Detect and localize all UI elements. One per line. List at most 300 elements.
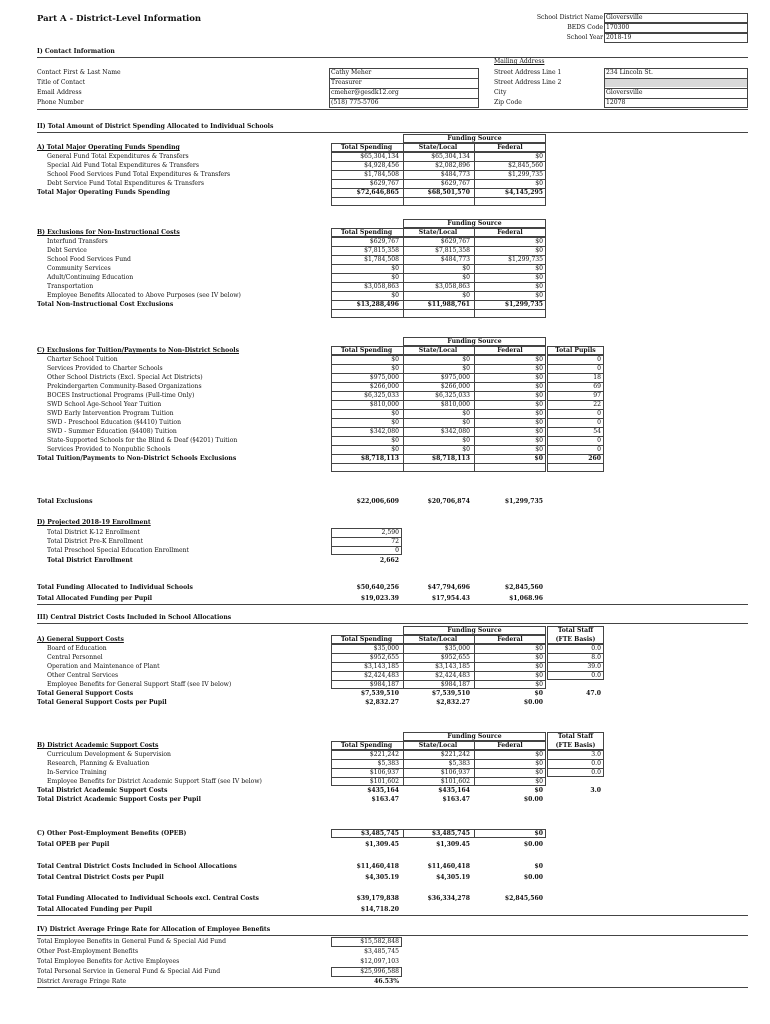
staff-header-top: Total Staff	[557, 733, 594, 740]
total-spending-value: $435,164	[367, 787, 399, 794]
total-spending-value: $3,143,185	[364, 663, 399, 670]
section-heading: II) Total Amount of District Spending Allocated to Individual Schools	[37, 123, 274, 130]
total-spending-value: $35,000	[373, 645, 399, 652]
state-local-value: $0	[462, 265, 470, 272]
federal-value: $0	[535, 180, 543, 187]
federal-value: $2,845,560	[508, 162, 543, 169]
row-label: Interfund Transfers	[47, 238, 108, 245]
row-label: Services Provided to Nonpublic Schools	[47, 446, 171, 453]
staff-fte-value: 3.0	[591, 751, 601, 758]
row-label: Other School Districts (Excl. Special Act Districts)	[47, 374, 203, 381]
state-local-value: $35,000	[444, 645, 470, 652]
fringe-box-2	[331, 967, 402, 977]
state-local-value: $47,794,696	[427, 584, 470, 591]
enrollment-value: 72	[391, 538, 399, 545]
column-divider	[474, 228, 475, 237]
header-field-label: School Year	[566, 34, 603, 41]
col-total-spending: Total Spending	[340, 742, 393, 749]
state-local-value: $629,767	[440, 180, 470, 187]
federal-value: $0	[535, 238, 543, 245]
total-spending-value: $163.47	[371, 796, 399, 803]
state-local-value: $0	[462, 356, 470, 363]
enrollment-label: Total District K-12 Enrollment	[47, 529, 140, 536]
state-local-value: $65,304,134	[431, 153, 470, 160]
mailing-value: 234 Lincoln St.	[606, 69, 653, 76]
mailing-label: Street Address Line 1	[494, 69, 562, 76]
staff-header-bottom: (FTE Basis)	[555, 742, 596, 749]
federal-value: $0	[534, 455, 543, 462]
total-spending-value: $0	[391, 419, 399, 426]
row-label: Operation and Maintenance of Plant	[47, 663, 160, 670]
funding-source-label: Funding Source	[447, 220, 502, 227]
federal-value: $0	[535, 672, 543, 679]
state-local-value: $17,954.43	[431, 595, 470, 602]
rule-line	[604, 98, 748, 99]
mailing-label: Zip Code	[494, 99, 522, 106]
col-federal: Federal	[497, 144, 523, 151]
federal-value: $4,145,295	[504, 189, 543, 196]
total-spending-value: $629,767	[369, 238, 399, 245]
state-local-value: $484,773	[440, 171, 470, 178]
federal-value: $2,845,560	[504, 895, 543, 902]
federal-value: $0	[535, 778, 543, 785]
state-local-value: $0	[462, 446, 470, 453]
mailing-label: Street Address Line 2	[494, 79, 562, 86]
row-label: School Food Services Fund	[47, 256, 131, 263]
total-spending-value: $4,305.19	[365, 874, 399, 881]
row-label: Employee Benefits for General Support Staff (see IV below)	[47, 681, 232, 688]
federal-value: $0	[535, 283, 543, 290]
row-label: Adult/Continuing Education	[47, 274, 134, 281]
total-spending-value: $2,424,483	[364, 672, 399, 679]
rule-line	[37, 623, 748, 624]
row-label: Special Aid Fund Total Expenditures & Transfers	[47, 162, 199, 169]
total-spending-value: $13,288,496	[356, 301, 399, 308]
mailing-value: Gloversville	[606, 89, 643, 96]
subsection-title: C) Exclusions for Tuition/Payments to Non-District Schools	[37, 347, 240, 354]
state-local-value: $5,383	[448, 760, 470, 767]
row-label: SWD - Summer Education (§4408) Tuition	[47, 428, 177, 435]
row-label: Charter School Tuition	[47, 356, 118, 363]
federal-value: $0	[535, 419, 543, 426]
mailing-label: City	[494, 89, 507, 96]
federal-value: $0	[535, 274, 543, 281]
enrollment-label: Total District Pre-K Enrollment	[47, 538, 144, 545]
row-label: Total Allocated Funding per Pupil	[37, 595, 153, 602]
column-divider	[474, 346, 475, 355]
federal-value: $0	[535, 654, 543, 661]
total-spending-value: $22,006,609	[356, 498, 399, 505]
fringe-value: 46.53%	[374, 978, 399, 985]
contact-label: Phone Number	[37, 99, 84, 106]
total-spending-value: $629,767	[369, 180, 399, 187]
mailing-address-heading: Mailing Address	[494, 58, 545, 65]
state-local-value: $36,334,278	[427, 895, 470, 902]
row-label: Central Personnel	[47, 654, 103, 661]
federal-value: $1,299,735	[504, 301, 543, 308]
state-local-value: $68,501,570	[427, 189, 470, 196]
total-spending-value: $342,080	[369, 428, 399, 435]
total-spending-value: $221,242	[369, 751, 399, 758]
rule-line	[331, 463, 546, 464]
state-local-value: $2,832.27	[436, 699, 470, 706]
row-label: SWD - Preschool Education (§4410) Tuition	[47, 419, 181, 426]
total-pupils-value: 0	[597, 437, 601, 444]
federal-value: $0	[535, 265, 543, 272]
rule-line	[37, 109, 748, 110]
row-label: Total Exclusions	[37, 498, 93, 505]
column-divider	[474, 741, 475, 750]
row-label: School Food Services Fund Total Expenditures & Transfers	[47, 171, 231, 178]
row-label: BOCES Instructional Programs (Full-time Only)	[47, 392, 195, 399]
total-spending-value: $65,304,134	[360, 153, 399, 160]
column-divider	[474, 143, 475, 152]
total-spending-value: $0	[391, 292, 399, 299]
col-total-spending: Total Spending	[340, 347, 393, 354]
staff-fte-value: 39.0	[587, 663, 601, 670]
total-spending-value: $50,640,256	[356, 584, 399, 591]
federal-value: $1,299,735	[508, 171, 543, 178]
fringe-label: Total Personal Service in General Fund & Special Aid Fund	[37, 968, 221, 975]
total-pupils-value: 54	[593, 428, 601, 435]
total-spending-value: $72,646,865	[356, 189, 399, 196]
fringe-label: Other Post-Employment Benefits	[37, 948, 139, 955]
row-label: Total General Support Costs	[37, 690, 134, 697]
row-label: Total General Support Costs per Pupil	[37, 699, 167, 706]
subsection-title: A) Total Major Operating Funds Spending	[37, 144, 180, 151]
rule-line	[331, 197, 546, 198]
federal-value: $0	[535, 392, 543, 399]
row-label: Research, Planning & Evaluation	[47, 760, 150, 767]
subsection-title: A) General Support Costs	[37, 636, 124, 643]
federal-value: $0	[535, 428, 543, 435]
state-local-value: $0	[462, 274, 470, 281]
section-heading: I) Contact Information	[37, 48, 115, 55]
federal-value: $0	[535, 663, 543, 670]
enrollment-value: 2,590	[381, 529, 399, 536]
federal-value: $1,299,735	[504, 498, 543, 505]
federal-value: $2,845,560	[504, 584, 543, 591]
total-spending-value: $1,784,508	[364, 256, 399, 263]
contact-value: (518) 775-5706	[331, 99, 379, 106]
federal-value: $0	[535, 446, 543, 453]
staff-fte-value: 0.0	[591, 672, 601, 679]
staff-fte-value: 0.0	[591, 645, 601, 652]
row-label: Services Provided to Charter Schools	[47, 365, 163, 372]
federal-value: $0	[535, 356, 543, 363]
fringe-value: $3,485,745	[364, 948, 399, 955]
staff-fte-value	[547, 680, 601, 689]
row-label: SWD School Age-School Year Tuition	[47, 401, 162, 408]
row-label: Total District Academic Support Costs per Pupil	[37, 796, 201, 803]
state-local-value: $8,718,113	[431, 455, 470, 462]
state-local-value: $106,937	[440, 769, 470, 776]
col-total-spending: Total Spending	[340, 636, 393, 643]
row-label: Community Services	[47, 265, 111, 272]
row-label: Debt Service	[47, 247, 87, 254]
total-spending-value: $39,179,838	[356, 895, 399, 902]
total-spending-value: $952,655	[369, 654, 399, 661]
subsection-title: D) Projected 2018-19 Enrollment	[37, 519, 151, 526]
total-spending-value: $0	[391, 446, 399, 453]
state-local-value: $101,602	[440, 778, 470, 785]
row-label: Total District Academic Support Costs	[37, 787, 168, 794]
rule-line	[331, 309, 546, 310]
total-pupils-value: 0	[597, 365, 601, 372]
column-divider	[403, 143, 404, 152]
section-heading: IV) District Average Fringe Rate for Allocation of Employee Benefits	[37, 926, 271, 933]
state-local-value: $7,815,358	[435, 247, 470, 254]
state-local-value: $7,539,510	[431, 690, 470, 697]
row-label: Other Central Services	[47, 672, 119, 679]
state-local-value: $4,305.19	[436, 874, 470, 881]
state-local-value: $952,655	[440, 654, 470, 661]
total-spending-value: $0	[391, 274, 399, 281]
column-divider	[403, 228, 404, 237]
section-heading: III) Central District Costs Included in School Allocations	[37, 614, 232, 621]
total-pupils-value: 69	[593, 383, 601, 390]
state-local-value: $342,080	[440, 428, 470, 435]
rule-line	[547, 463, 604, 464]
total-pupils-value: 0	[597, 446, 601, 453]
rule-line	[37, 132, 748, 133]
state-local-value: $975,000	[440, 374, 470, 381]
rule-line	[329, 78, 479, 79]
total-spending-value: $6,325,033	[364, 392, 399, 399]
total-spending-value: $975,000	[369, 374, 399, 381]
federal-value: $0	[535, 760, 543, 767]
fringe-label: Total Employee Benefits for Active Employees	[37, 958, 180, 965]
state-local-value: $0	[462, 419, 470, 426]
total-spending-value: $8,718,113	[360, 455, 399, 462]
row-label: Total Funding Allocated to Individual Schools	[37, 584, 193, 591]
total-pupils-value: 0	[597, 419, 601, 426]
federal-value: $0	[535, 292, 543, 299]
col-federal: Federal	[497, 636, 523, 643]
rule-line	[329, 88, 479, 89]
staff-fte-value: 8.0	[591, 654, 601, 661]
row-label: Total OPEB per Pupil	[37, 841, 110, 848]
state-local-value: $0	[462, 292, 470, 299]
staff-header-top: Total Staff	[557, 627, 594, 634]
state-local-value: $11,988,761	[427, 301, 470, 308]
fringe-value: $12,097,103	[360, 958, 399, 965]
col-federal: Federal	[497, 347, 523, 354]
row-label: Total Non-Instructional Cost Exclusions	[37, 301, 174, 308]
federal-value: $0	[534, 863, 543, 870]
total-pupils-value: 97	[593, 392, 601, 399]
column-divider	[403, 741, 404, 750]
total-spending-value: $984,187	[369, 681, 399, 688]
column-divider	[403, 346, 404, 355]
total-spending-value: $0	[391, 437, 399, 444]
contact-value: cmeher@gesdk12.org	[331, 89, 399, 96]
row-label: State-Supported Schools for the Blind & Deaf (§4201) Tuition	[47, 437, 238, 444]
funding-source-label: Funding Source	[447, 135, 502, 142]
col-state-local: State/Local	[418, 742, 458, 749]
total-spending-value: $810,000	[369, 401, 399, 408]
row-label: Total Central District Costs per Pupil	[37, 874, 164, 881]
rule-line	[37, 935, 748, 936]
state-local-value: $6,325,033	[435, 392, 470, 399]
total-spending-value: $0	[391, 365, 399, 372]
col-federal: Federal	[497, 229, 523, 236]
subsection-title: B) District Academic Support Costs	[37, 742, 159, 749]
federal-value: $0	[535, 645, 543, 652]
state-local-value: $0	[462, 410, 470, 417]
header-field-value: 170300	[606, 24, 630, 31]
staff-fte-value: 0.0	[591, 769, 601, 776]
total-pupils-value: 0	[597, 356, 601, 363]
col-state-local: State/Local	[418, 144, 458, 151]
state-local-value: $2,082,896	[435, 162, 470, 169]
federal-value: $0	[535, 247, 543, 254]
total-spending-value: $0	[391, 265, 399, 272]
contact-label: Contact First & Last Name	[37, 69, 121, 76]
row-label: C) Other Post-Employment Benefits (OPEB)	[37, 830, 187, 837]
row-label: Board of Education	[47, 645, 107, 652]
federal-value: $1,299,735	[508, 256, 543, 263]
fringe-box-1	[331, 937, 402, 947]
state-local-value: $435,164	[438, 787, 470, 794]
state-local-value: $0	[462, 365, 470, 372]
state-local-value: $163.47	[442, 796, 470, 803]
header-field-label: School District Name	[536, 14, 603, 21]
funding-source-label: Funding Source	[447, 627, 502, 634]
state-local-value: $266,000	[440, 383, 470, 390]
fringe-label: District Average Fringe Rate	[37, 978, 127, 985]
state-local-value: $11,460,418	[427, 863, 470, 870]
header-field-value: 2018-19	[606, 34, 632, 41]
staff-header-bottom: (FTE Basis)	[555, 636, 596, 643]
row-label: SWD Early Intervention Program Tuition	[47, 410, 174, 417]
header-field-value: Gloversville	[606, 14, 643, 21]
total-spending-value: $0	[391, 356, 399, 363]
row-label: Employee Benefits Allocated to Above Purposes (see IV below)	[47, 292, 241, 299]
fringe-label: Total Employee Benefits in General Fund & Special Aid Fund	[37, 938, 227, 945]
subsection-title: B) Exclusions for Non-Instructional Costs	[37, 229, 180, 236]
staff-fte-value: 47.0	[586, 690, 601, 697]
total-spending-value: $3,485,745	[360, 830, 399, 837]
total-spending-value: $4,928,456	[364, 162, 399, 169]
enrollment-label: Total District Enrollment	[47, 557, 133, 564]
staff-fte-value	[547, 777, 601, 786]
state-local-value: $2,424,483	[435, 672, 470, 679]
state-local-value: $0	[462, 437, 470, 444]
state-local-value: $3,485,745	[431, 830, 470, 837]
total-spending-value: $14,718.20	[360, 906, 399, 913]
row-label: Employee Benefits for District Academic Support Staff (see IV below)	[47, 778, 262, 785]
state-local-value: $484,773	[440, 256, 470, 263]
empty-field-shading	[605, 79, 747, 87]
total-spending-value: $101,602	[369, 778, 399, 785]
funding-source-label: Funding Source	[447, 733, 502, 740]
row-label: In-Service Training	[47, 769, 107, 776]
total-spending-value: $266,000	[369, 383, 399, 390]
total-pupils-value: 0	[597, 410, 601, 417]
enrollment-label: Total Preschool Special Education Enrollment	[47, 547, 189, 554]
total-pupils-value: 22	[593, 401, 601, 408]
row-label: Total Allocated Funding per Pupil	[37, 906, 153, 913]
rule-line	[604, 88, 748, 89]
federal-value: $0	[535, 410, 543, 417]
federal-value: $1,068.96	[509, 595, 543, 602]
federal-value: $0	[535, 365, 543, 372]
total-pupils-value: 260	[588, 455, 601, 462]
federal-value: $0.00	[523, 841, 543, 848]
enrollment-value: 2,662	[379, 557, 399, 564]
row-label: Total Funding Allocated to Individual Schools excl. Central Costs	[37, 895, 259, 902]
state-local-value: $629,767	[440, 238, 470, 245]
row-label: Total Major Operating Funds Spending	[37, 189, 171, 196]
funding-source-label: Funding Source	[447, 338, 502, 345]
row-label: Curriculum Development & Supervision	[47, 751, 171, 758]
state-local-value: $984,187	[440, 681, 470, 688]
federal-value: $0	[535, 751, 543, 758]
contact-label: Title of Contact	[37, 79, 86, 86]
mailing-value: 12078	[606, 99, 626, 106]
federal-value: $0	[535, 383, 543, 390]
federal-value: $0.00	[523, 699, 543, 706]
row-label: Debt Service Fund Total Expenditures & Transfers	[47, 180, 205, 187]
federal-value: $0	[535, 153, 543, 160]
staff-fte-value: 0.0	[591, 760, 601, 767]
staff-fte-value: 3.0	[590, 787, 601, 794]
state-local-value: $3,058,863	[435, 283, 470, 290]
total-spending-value: $19,023.39	[360, 595, 399, 602]
state-local-value: $810,000	[440, 401, 470, 408]
col-total-pupils: Total Pupils	[555, 347, 596, 354]
column-divider	[474, 635, 475, 644]
federal-value: $0	[535, 769, 543, 776]
federal-value: $0	[535, 437, 543, 444]
rule-line	[37, 57, 748, 58]
row-label: General Fund Total Expenditures & Transfers	[47, 153, 189, 160]
contact-label: Email Address	[37, 89, 82, 96]
rule-line	[37, 604, 748, 605]
col-federal: Federal	[497, 742, 523, 749]
col-state-local: State/Local	[418, 229, 458, 236]
federal-value: $0.00	[523, 874, 543, 881]
enrollment-value: 0	[395, 547, 399, 554]
col-total-spending: Total Spending	[340, 144, 393, 151]
column-divider	[403, 635, 404, 644]
federal-value: $0	[534, 830, 543, 837]
total-spending-value: $1,309.45	[365, 841, 399, 848]
row-label: Total Central District Costs Included in School Allocations	[37, 863, 237, 870]
total-spending-value: $2,832.27	[365, 699, 399, 706]
federal-value: $0.00	[523, 796, 543, 803]
total-spending-value: $7,539,510	[360, 690, 399, 697]
total-spending-value: $106,937	[369, 769, 399, 776]
total-spending-value: $11,460,418	[356, 863, 399, 870]
row-label: Prekindergarten Community-Based Organizations	[47, 383, 202, 390]
part-title: Part A - District-Level Information	[37, 14, 202, 24]
row-label: Transportation	[47, 283, 94, 290]
state-local-value: $221,242	[440, 751, 470, 758]
rule-line	[37, 915, 748, 916]
state-local-value: $20,706,874	[427, 498, 470, 505]
total-spending-value: $1,784,508	[364, 171, 399, 178]
fringe-value: $25,996,588	[360, 968, 399, 975]
contact-value: Treasurer	[331, 79, 362, 86]
federal-value: $0	[534, 787, 543, 794]
total-spending-value: $7,815,358	[364, 247, 399, 254]
col-state-local: State/Local	[418, 347, 458, 354]
state-local-value: $1,309.45	[436, 841, 470, 848]
col-total-spending: Total Spending	[340, 229, 393, 236]
federal-value: $0	[535, 401, 543, 408]
